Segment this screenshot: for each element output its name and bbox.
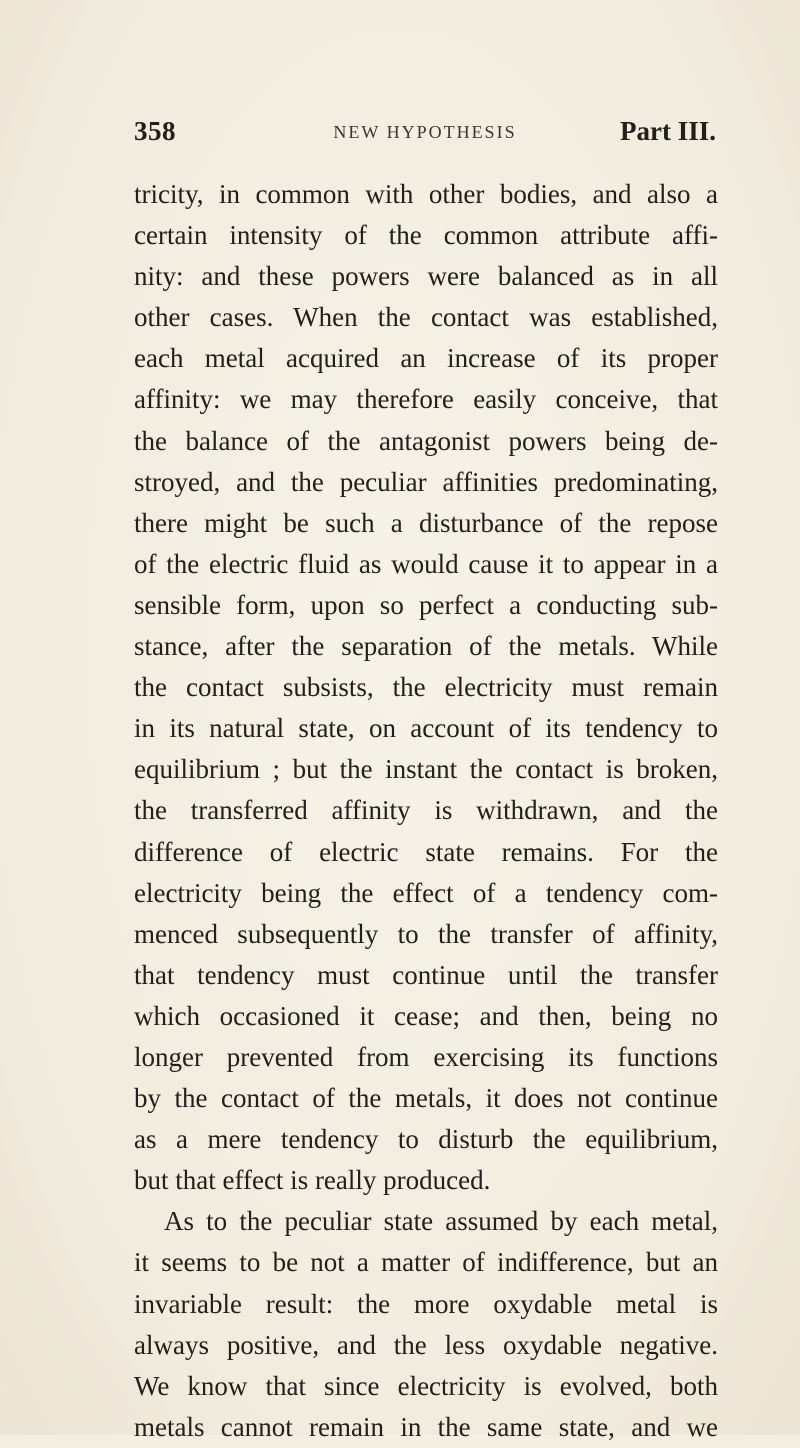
text-line: affinity: we may therefore easily conceive, that	[134, 384, 718, 415]
text-line: that tendency must continue until the transfer	[134, 959, 718, 990]
text-line: longer prevented from exercising its functions	[134, 1041, 718, 1072]
text-line: each metal acquired an increase of its proper	[134, 343, 718, 374]
text-line: menced subsequently to the transfer of affinity,	[134, 918, 718, 949]
text-line: by the contact of the metals, it does not continue	[134, 1083, 718, 1114]
text-line: metals cannot remain in the same state, and we	[134, 1411, 718, 1442]
text-line: difference of electric state remains. For the	[134, 836, 718, 867]
page-header	[134, 116, 716, 156]
running-title: NEW HYPOTHESIS	[333, 122, 517, 142]
text-line: stance, after the separation of the metals. While	[134, 631, 718, 662]
text-line: the balance of the antagonist powers being de-	[134, 425, 718, 456]
text-line: sensible form, upon so perfect a conducting sub-	[134, 589, 718, 620]
text-line: which occasioned it cease; and then, being no	[134, 1000, 718, 1031]
text-line: the contact subsists, the electricity must remain	[134, 672, 718, 703]
paragraph-1	[134, 174, 718, 1201]
text-line: but that effect is really produced.	[134, 1165, 491, 1196]
text-line: the transferred affinity is withdrawn, and the	[134, 795, 718, 826]
paragraph-2	[134, 1201, 718, 1448]
text-line: equilibrium ; but the instant the contact is broken,	[134, 754, 718, 785]
page-number: 358	[134, 116, 176, 146]
text-line: nity: and these powers were balanced as in all	[134, 261, 718, 292]
text-line: invariable result: the more oxydable metal is	[134, 1288, 718, 1319]
text-line: tricity, in common with other bodies, and also a	[134, 179, 718, 209]
text-line: there might be such a disturbance of the repose	[134, 507, 718, 538]
text-line: As to the peculiar state assumed by each metal,	[164, 1206, 718, 1237]
text-line: of the electric fluid as would cause it to appear in a	[134, 548, 718, 579]
text-line: certain intensity of the common attribute affi-	[134, 220, 718, 251]
text-line: in its natural state, on account of its tendency to	[134, 713, 718, 744]
text-line: other cases. When the contact was established,	[134, 302, 718, 333]
body-text	[134, 174, 718, 1448]
text-line: stroyed, and the peculiar affinities predominating,	[134, 466, 718, 497]
text-line: We know that since electricity is evolved, both	[134, 1370, 718, 1401]
text-line: always positive, and the less oxydable negative.	[134, 1329, 718, 1360]
part-label: Part III.	[620, 116, 716, 146]
text-line: it seems to be not a matter of indifference, but an	[134, 1247, 718, 1278]
text-line: electricity being the effect of a tendency com-	[134, 877, 718, 908]
text-line: as a mere tendency to disturb the equilibrium,	[134, 1124, 718, 1155]
